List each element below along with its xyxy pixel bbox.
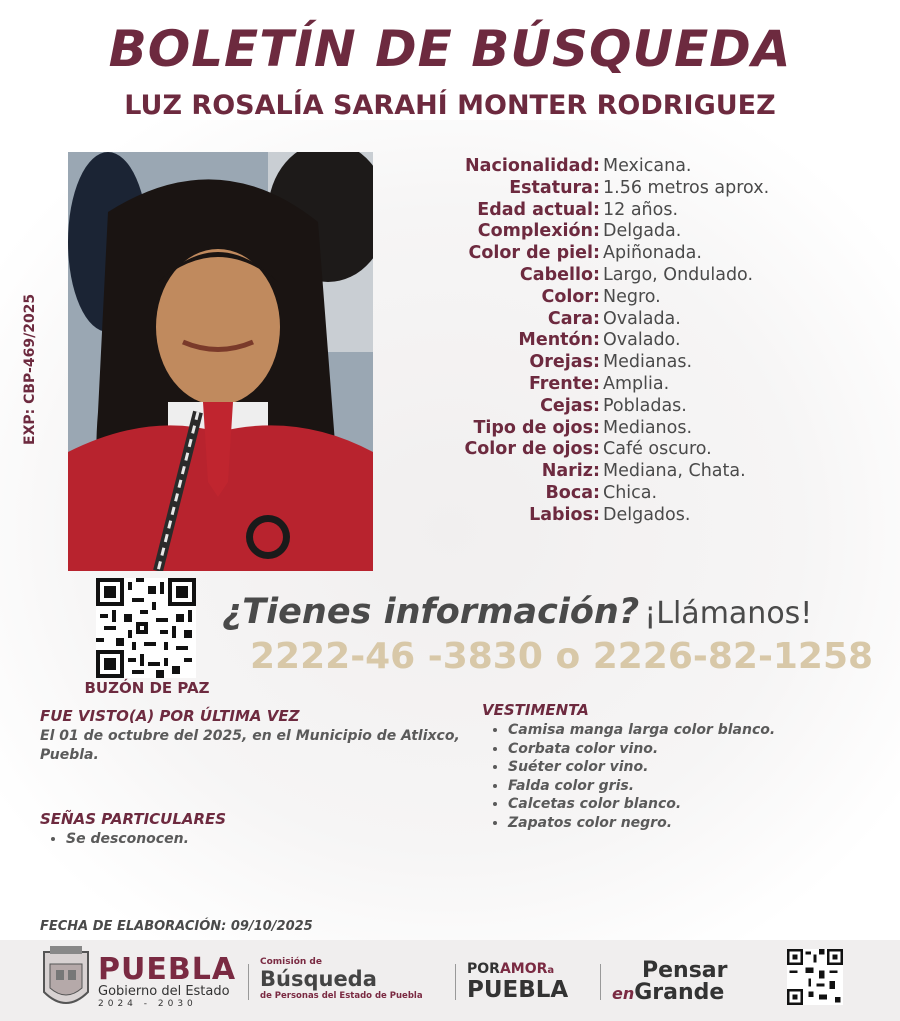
feature-value: Negro. xyxy=(603,286,661,307)
feature-value: Delgados. xyxy=(603,504,691,525)
feature-row xyxy=(420,309,880,331)
feature-row xyxy=(420,505,880,527)
gobierno-text: Gobierno del Estado xyxy=(98,984,230,999)
vestimenta-list xyxy=(482,721,882,832)
list-item: • Calcetas color blanco. xyxy=(508,795,882,814)
feature-label: Labios: xyxy=(529,504,600,525)
list-item: • Corbata color vino. xyxy=(508,740,882,759)
feature-row xyxy=(420,156,880,178)
last-seen-text: El 01 de octubre del 2025, en el Municipio de Atlixco, Puebla. xyxy=(40,728,460,763)
vestimenta-heading: VESTIMENTA xyxy=(482,701,589,719)
puebla-gobierno-logo xyxy=(98,952,238,1010)
feature-row xyxy=(420,265,880,287)
feature-value: 12 años. xyxy=(603,199,679,220)
feature-value: Medianos. xyxy=(603,417,693,438)
divider xyxy=(455,964,456,1000)
feature-label: Tipo de ojos: xyxy=(473,417,600,438)
info-question xyxy=(222,592,812,632)
feature-value: Mexicana. xyxy=(603,156,692,176)
senas-section xyxy=(40,810,460,849)
divider xyxy=(600,964,601,1000)
feature-label: Color de piel: xyxy=(468,243,600,264)
physical-features-list xyxy=(420,156,880,527)
buzon-label: BUZÓN DE PAZ xyxy=(84,679,210,697)
feature-label: Mentón: xyxy=(518,330,600,351)
en-text: en xyxy=(612,984,635,1003)
feature-value: 1.56 metros aprox. xyxy=(603,177,770,198)
comision-busqueda-logo xyxy=(260,957,440,1001)
feature-row xyxy=(420,396,880,418)
senas-heading: SEÑAS PARTICULARES xyxy=(40,810,227,828)
feature-label: Nacionalidad: xyxy=(465,156,600,176)
feature-row xyxy=(420,352,880,374)
divider xyxy=(248,964,249,1000)
list-item: • Se desconocen. xyxy=(66,830,460,849)
call-text: ¡Llámanos! xyxy=(644,596,813,631)
question-text: ¿Tienes información? xyxy=(222,592,640,632)
comision-sub-label: de Personas del Estado de Puebla xyxy=(260,991,423,1001)
bulletin-title: BOLETÍN DE BÚSQUEDA xyxy=(108,20,792,78)
feature-row xyxy=(420,461,880,483)
feature-label: Nariz: xyxy=(541,461,600,482)
feature-value: Pobladas. xyxy=(603,395,687,416)
por-text: POR xyxy=(467,961,500,977)
feature-value: Apiñonada. xyxy=(603,243,702,264)
feature-label: Frente: xyxy=(528,373,600,394)
feature-label: Color de ojos: xyxy=(464,439,600,460)
feature-value: Ovalada. xyxy=(603,308,681,329)
feature-row xyxy=(420,178,880,200)
vestimenta-section xyxy=(482,701,882,832)
puebla-wordmark: PUEBLA xyxy=(98,952,237,987)
feature-label: Cejas: xyxy=(540,395,600,416)
busqueda-label: Búsqueda xyxy=(260,967,377,991)
feature-row xyxy=(420,439,880,461)
senas-list xyxy=(40,830,460,849)
feature-value: Chica. xyxy=(603,482,658,503)
qr-code[interactable] xyxy=(96,578,196,678)
feature-value: Delgada. xyxy=(603,221,682,242)
feature-value: Amplia. xyxy=(603,373,670,394)
por-amor-puebla-logo xyxy=(467,962,592,1002)
feature-value: Café oscuro. xyxy=(603,439,712,460)
state-crest-icon xyxy=(40,944,92,1016)
expediente-number: EXP: CBP-469/2025 xyxy=(22,293,38,445)
feature-label: Complexión: xyxy=(477,221,600,242)
feature-label: Orejas: xyxy=(529,352,600,373)
feature-label: Cara: xyxy=(547,308,600,329)
missing-person-name: LUZ ROSALÍA SARAHÍ MONTER RODRIGUEZ xyxy=(124,90,776,121)
a-text: a xyxy=(547,965,555,976)
feature-label: Estatura: xyxy=(509,177,600,198)
fecha-elaboracion: FECHA DE ELABORACIÓN: 09/10/2025 xyxy=(40,919,313,934)
feature-value: Medianas. xyxy=(603,352,693,373)
feature-row xyxy=(420,418,880,440)
amor-text: AMOR xyxy=(499,961,548,977)
feature-label: Boca: xyxy=(545,482,600,503)
years-text: 2024 - 2030 xyxy=(98,999,197,1009)
grande-text: Grande xyxy=(634,980,725,1005)
footer-qr-code[interactable] xyxy=(787,949,843,1005)
list-item: • Falda color gris. xyxy=(508,777,882,796)
list-item: • Camisa manga larga color blanco. xyxy=(508,721,882,740)
feature-row xyxy=(420,483,880,505)
list-item: • Zapatos color negro. xyxy=(508,814,882,833)
phone-numbers[interactable]: 2222-46 -3830 o 2226-82-1258 xyxy=(250,636,874,677)
feature-row xyxy=(420,221,880,243)
feature-label: Cabello: xyxy=(519,264,600,285)
feature-label: Edad actual: xyxy=(477,199,600,220)
pensar-en-grande-logo xyxy=(612,960,762,1005)
feature-row xyxy=(420,374,880,396)
feature-row xyxy=(420,200,880,222)
feature-value: Ovalado. xyxy=(603,330,681,351)
comision-label: Comisión de xyxy=(260,957,322,967)
pensar-text: Pensar xyxy=(642,958,728,983)
feature-value: Mediana, Chata. xyxy=(603,461,746,482)
feature-label: Color: xyxy=(541,286,600,307)
feature-row xyxy=(420,243,880,265)
feature-row xyxy=(420,287,880,309)
feature-value: Largo, Ondulado. xyxy=(603,264,754,285)
feature-row xyxy=(420,330,880,352)
last-seen-section xyxy=(40,707,470,765)
list-item: • Suéter color vino. xyxy=(508,758,882,777)
last-seen-heading: FUE VISTO(A) POR ÚLTIMA VEZ xyxy=(40,707,300,725)
person-photo xyxy=(68,152,373,571)
puebla-text: PUEBLA xyxy=(467,977,569,1003)
